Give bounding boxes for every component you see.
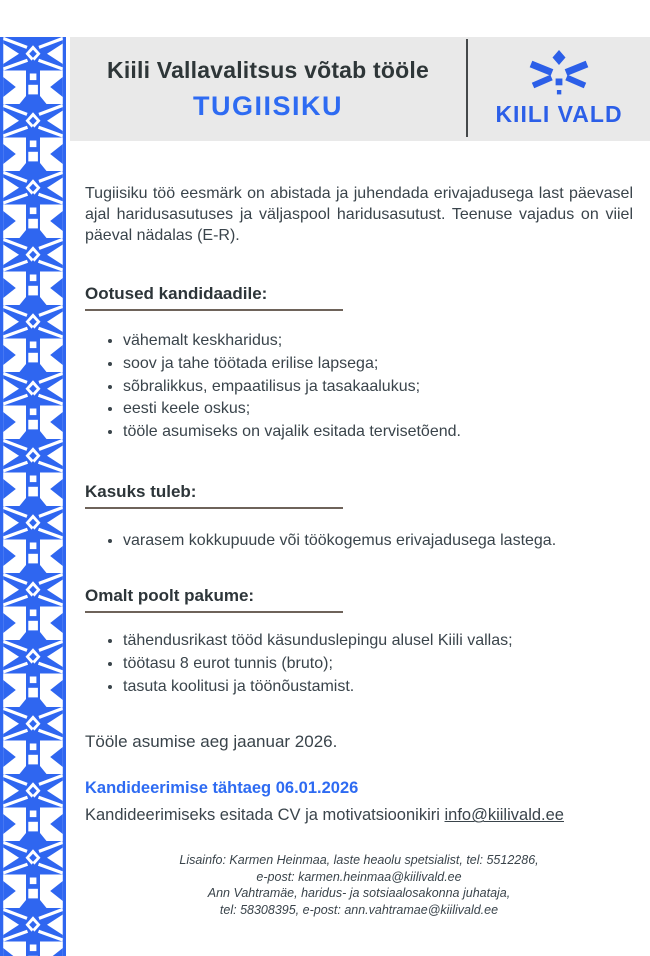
list-item: • töötasu 8 eurot tunnis (bruto); <box>123 654 633 674</box>
logo-block <box>468 37 650 141</box>
list-item: • sõbralikkus, empaatilisus ja tasakaalukus; <box>123 377 633 397</box>
list-item: • eesti keele oskus; <box>123 399 633 419</box>
list-item: • tasuta koolitusi ja töönõustamist. <box>123 677 633 697</box>
folk-pattern-border <box>0 37 66 956</box>
contact-line: e-post: karmen.heinmaa@kiilivald.ee <box>256 869 462 884</box>
header-banner <box>70 37 650 141</box>
section-offer <box>85 586 633 613</box>
section-heading: Kasuks tuleb: <box>85 482 343 509</box>
application-deadline: Kandideerimise tähtaeg 06.01.2026 <box>85 779 359 798</box>
contact-line: Lisainfo: Karmen Heinmaa, laste heaolu spetsialist, tel: 5512286, <box>179 853 539 868</box>
contact-line: Ann Vahtramäe, haridus- ja sotsiaalosakonna juhataja, <box>207 886 511 901</box>
list-item: • soov ja tahe töötada erilise lapsega; <box>123 354 633 374</box>
start-date-text: Tööle asumise aeg jaanuar 2026. <box>85 732 338 752</box>
contact-line: tel: 58308395, e-post: ann.vahtramae@kiilivald.ee <box>219 902 499 917</box>
contact-info-block <box>85 852 633 918</box>
page-title: Kiili Vallavalitsus võtab tööle <box>107 56 429 83</box>
list-item: • varasem kokkupuude või töökogemus erivajadusega lastega. <box>123 531 633 551</box>
section-advantages <box>85 482 633 509</box>
list-item: • tööle asumiseks on vajalik esitada tervisetõend. <box>123 422 633 442</box>
section-heading: Ootused kandidaadile: <box>85 284 343 311</box>
intro-paragraph: Tugiisiku töö eesmärk on abistada ja juhendada erivajadusega last päevasel ajal haridusasutuses ja väljaspool haridusasutust. Teenuse vajadus on viiel päeval nädalas (E-R). <box>85 185 633 245</box>
apply-email-link[interactable]: info@kiilivald.ee <box>444 806 564 825</box>
apply-text: Kandideerimiseks esitada CV ja motivatsioonikiri <box>85 806 445 825</box>
job-title: TUGIISIKU <box>192 90 343 121</box>
list-item: • tähendusrikast tööd käsunduslepingu alusel Kiili vallas; <box>123 631 633 651</box>
advantages-list <box>85 531 633 551</box>
document-body <box>85 183 633 918</box>
list-item: • vähemalt keskharidus; <box>123 331 633 351</box>
logo-wordmark: KIILI VALD <box>495 101 623 127</box>
section-heading: Omalt poolt pakume: <box>85 586 343 613</box>
offer-list <box>85 631 633 696</box>
header-title-block <box>70 37 466 141</box>
section-expectations <box>85 284 633 311</box>
expectations-list <box>85 331 633 441</box>
page <box>70 37 650 918</box>
apply-instructions <box>85 806 633 825</box>
dragonfly-icon <box>526 50 592 98</box>
